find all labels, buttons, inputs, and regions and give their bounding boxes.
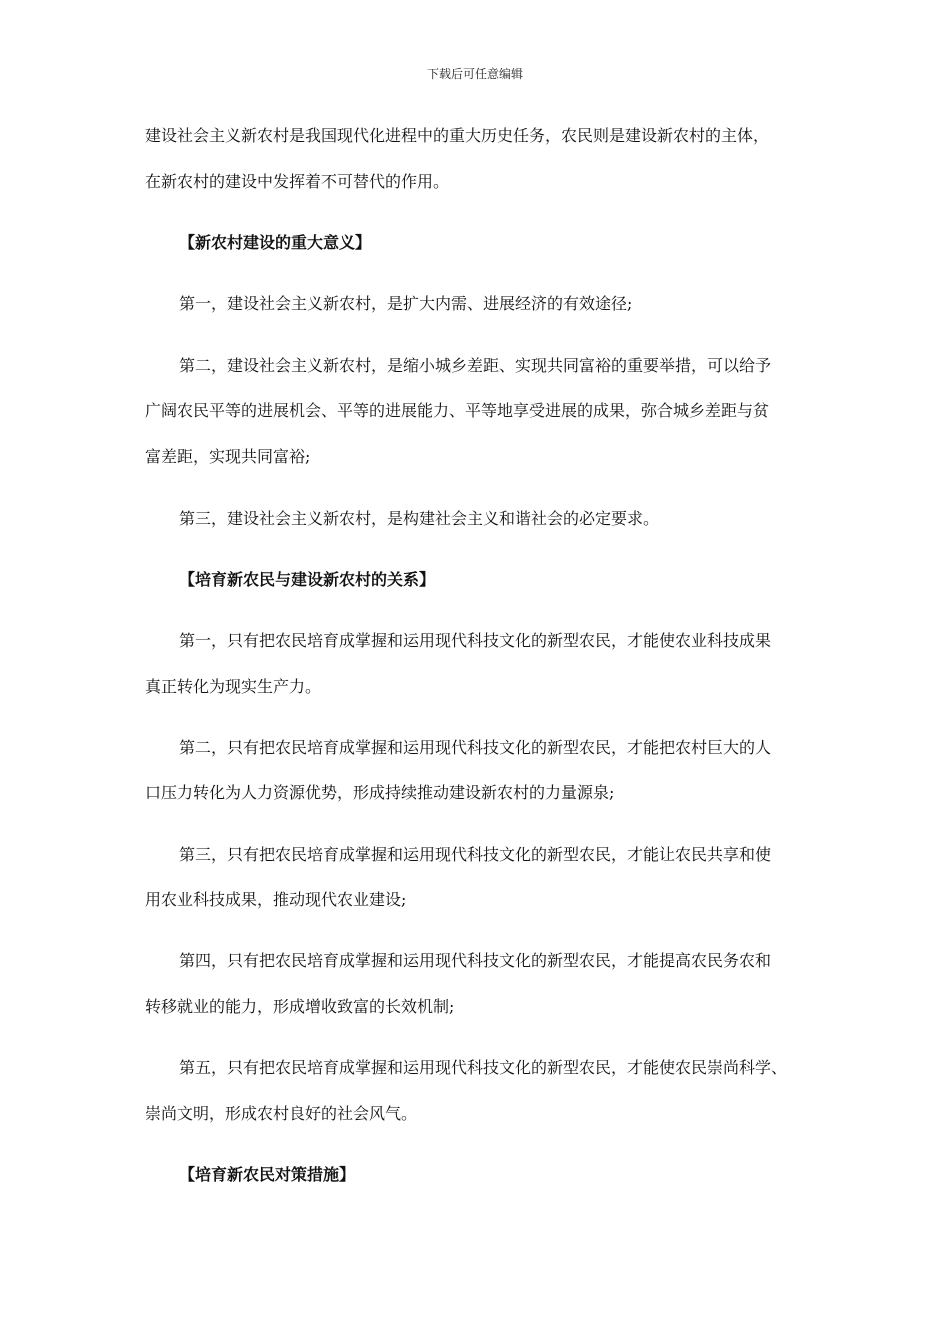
section-heading-relationship: 【培育新农民与建设新农村的关系】 — [179, 570, 436, 589]
relationship-p5-line-1: 第五，只有把农民培育成掌握和运用现代科技文化的新型农民，才能使农民崇尚科学、 — [179, 1058, 788, 1077]
relationship-p1-line-1: 第一，只有把农民培育成掌握和运用现代科技文化的新型农民，才能使农业科技成果 — [179, 631, 772, 650]
relationship-p1-line-2: 真正转化为现实生产力。 — [145, 677, 322, 696]
relationship-p3-line-1: 第三，只有把农民培育成掌握和运用现代科技文化的新型农民，才能让农民共享和使 — [179, 845, 772, 864]
section-heading-measures: 【培育新农民对策措施】 — [179, 1165, 356, 1184]
section-heading-significance: 【新农村建设的重大意义】 — [179, 233, 372, 252]
page-header: 下载后可任意编辑 — [426, 67, 523, 81]
relationship-p3-line-2: 用农业科技成果，推动现代农业建设; — [145, 890, 407, 909]
significance-paragraph-1: 第一，建设社会主义新农村，是扩大内需、进展经济的有效途径; — [179, 294, 633, 313]
significance-p2-line-3: 富差距，实现共同富裕; — [145, 447, 311, 466]
intro-line-2: 在新农村的建设中发挥着不可替代的作用。 — [145, 172, 450, 191]
relationship-p5-line-2: 崇尚文明，形成农村良好的社会风气。 — [145, 1104, 418, 1123]
significance-paragraph-3: 第三，建设社会主义新农村，是构建社会主义和谐社会的必定要求。 — [179, 509, 660, 528]
relationship-p4-line-1: 第四，只有把农民培育成掌握和运用现代科技文化的新型农民，才能提高农民务农和 — [179, 951, 772, 970]
relationship-p2-line-1: 第二，只有把农民培育成掌握和运用现代科技文化的新型农民，才能把农村巨大的人 — [179, 738, 772, 757]
relationship-p2-line-2: 口压力转化为人力资源优势，形成持续推动建设新农村的力量源泉; — [145, 783, 615, 802]
relationship-p4-line-2: 转移就业的能力，形成增收致富的长效机制; — [145, 997, 455, 1016]
significance-p2-line-2: 广阔农民平等的进展机会、平等的进展能力、平等地享受进展的成果，弥合城乡差距与贫 — [145, 401, 770, 420]
significance-p2-line-1: 第二，建设社会主义新农村，是缩小城乡差距、实现共同富裕的重要举措，可以给予 — [179, 356, 772, 375]
intro-line-1: 建设社会主义新农村是我国现代化进程中的重大历史任务，农民则是建设新农村的主体， — [145, 126, 770, 145]
